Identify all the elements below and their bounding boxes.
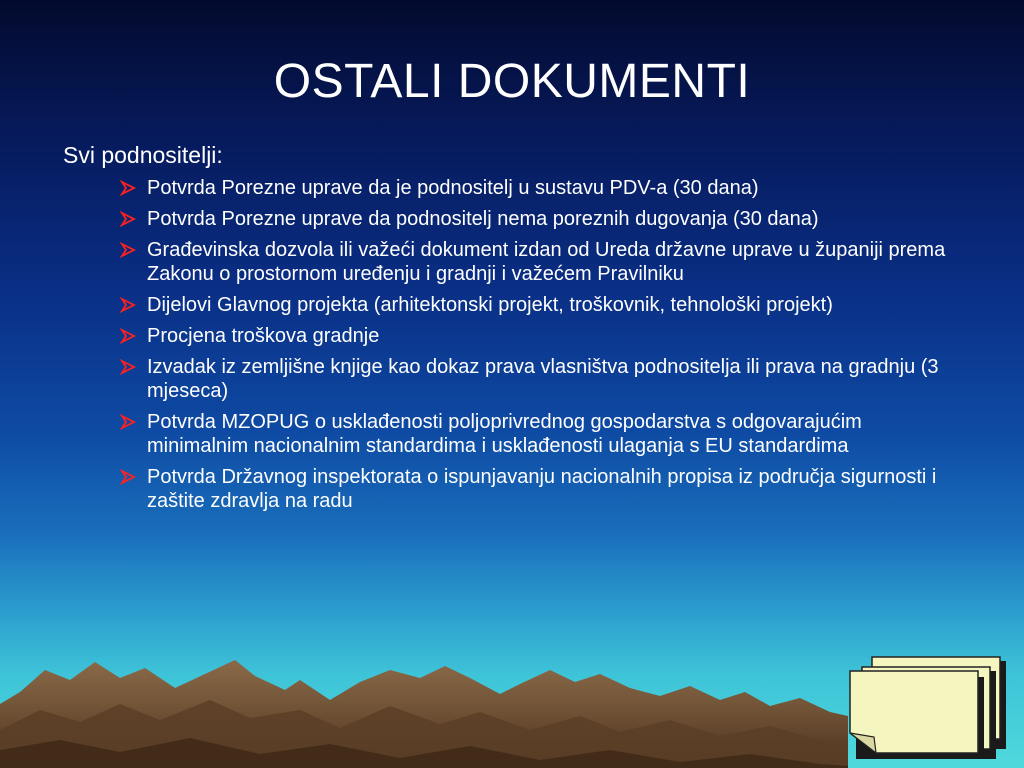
list-item	[120, 176, 947, 200]
intro-text: Svi podnositelji:	[63, 142, 223, 168]
arrow-bullet-icon	[120, 328, 136, 344]
list-item-text: Potvrda MZOPUG o usklađenosti poljoprivrednog gospodarstva s odgovarajućim minimalnim nacionalnim standardima i usklađenosti ulaganja s EU standardima	[147, 411, 862, 457]
list-item-text: Potvrda Porezne uprave da podnositelj nema poreznih dugovanja (30 dana)	[147, 208, 819, 230]
arrow-bullet-icon	[120, 414, 136, 430]
arrow-bullet-icon	[120, 469, 136, 485]
list-item	[120, 293, 947, 317]
arrow-bullet-icon	[120, 359, 136, 375]
list-item	[120, 324, 947, 348]
list-item-text: Građevinska dozvola ili važeći dokument izdan od Ureda državne uprave u županiji prema Zakonu o prostornom uređenju i gradnji i važećem Pravilniku	[147, 239, 946, 285]
list-item-text: Potvrda Državnog inspektorata o ispunjavanju nacionalnih propisa iz područja sigurnosti i zaštite zdravlja na radu	[147, 466, 937, 512]
arrow-bullet-icon	[120, 211, 136, 227]
slide-content	[63, 140, 963, 520]
list-item	[120, 465, 947, 513]
list-item-text: Procjena troškova gradnje	[147, 325, 380, 347]
list-item	[120, 355, 947, 403]
arrow-bullet-icon	[120, 180, 136, 196]
list-item	[120, 410, 947, 458]
document-stack-icon	[848, 655, 1008, 760]
arrow-bullet-icon	[120, 242, 136, 258]
slide-title: OSTALI DOKUMENTI	[273, 55, 751, 108]
list-item	[120, 238, 947, 286]
list-item-text: Izvadak iz zemljišne knjige kao dokaz prava vlasništva podnositelja ili prava na gradnju (3 mjeseca)	[147, 356, 939, 402]
list-item-text: Potvrda Porezne uprave da je podnositelj u sustavu PDV-a (30 dana)	[147, 177, 759, 199]
list-item	[120, 207, 947, 231]
arrow-bullet-icon	[120, 297, 136, 313]
document-list	[63, 176, 963, 513]
list-item-text: Dijelovi Glavnog projekta (arhitektonski projekt, troškovnik, tehnološki projekt)	[147, 294, 833, 316]
